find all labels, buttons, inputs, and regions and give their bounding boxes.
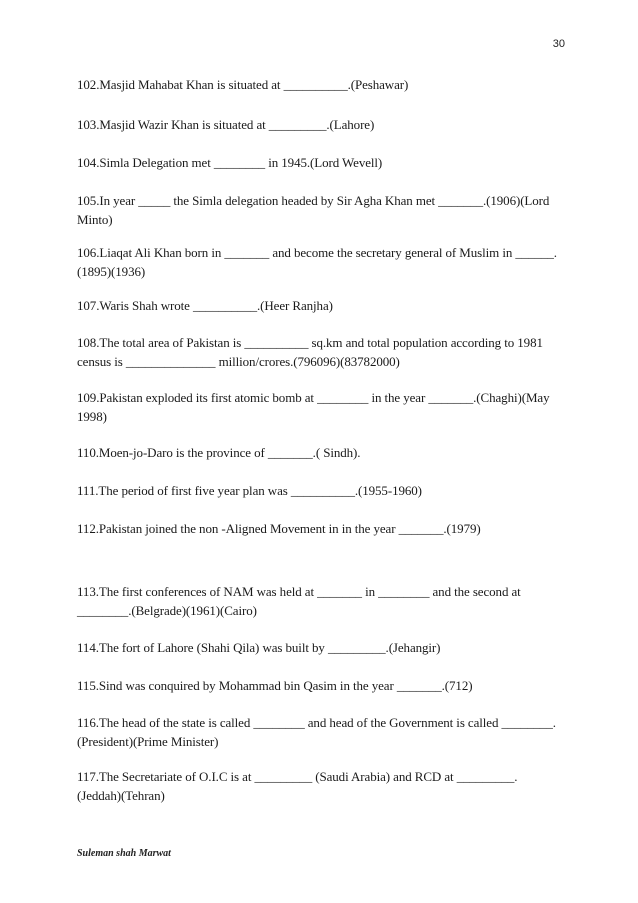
question-112: 112.Pakistan joined the non -Aligned Movement in in the year _______.(1979) xyxy=(77,521,481,536)
question-107: 107.Waris Shah wrote __________.(Heer Ranjha) xyxy=(77,298,333,313)
question-113: 113.The first conferences of NAM was held at _______ in ________ and the second at ________.(Belgrade)(1961)(Cairo) xyxy=(77,584,521,618)
question-111: 111.The period of first five year plan was __________.(1955-1960) xyxy=(77,483,422,498)
question-109: 109.Pakistan exploded its first atomic bomb at ________ in the year _______.(Chaghi)(May 1998) xyxy=(77,390,550,424)
page-number: 30 xyxy=(552,38,565,50)
footer-signature: Suleman shah Marwat xyxy=(77,848,171,859)
question-116: 116.The head of the state is called ________ and head of the Government is called ________.(President)(Prime Minister) xyxy=(77,715,556,749)
question-115: 115.Sind was conquired by Mohammad bin Qasim in the year _______.(712) xyxy=(77,678,473,693)
question-102: 102.Masjid Mahabat Khan is situated at __________.(Peshawar) xyxy=(77,77,409,92)
question-114: 114.The fort of Lahore (Shahi Qila) was built by _________.(Jehangir) xyxy=(77,640,441,655)
question-106: 106.Liaqat Ali Khan born in _______ and become the secretary general of Muslim in ______.(1895)(1936) xyxy=(77,245,557,279)
question-105: 105.In year _____ the Simla delegation headed by Sir Agha Khan met _______.(1906)(Lord Minto) xyxy=(77,193,550,227)
question-104: 104.Simla Delegation met ________ in 1945.(Lord Wevell) xyxy=(77,155,383,170)
question-108: 108.The total area of Pakistan is __________ sq.km and total population according to 1981 census is ______________ million/crores.(796096)(83782000) xyxy=(77,335,543,369)
question-110: 110.Moen-jo-Daro is the province of _______.( Sindh). xyxy=(77,445,361,460)
question-117: 117.The Secretariate of O.I.C is at _________ (Saudi Arabia) and RCD at _________.(Jeddah)(Tehran) xyxy=(77,769,518,803)
question-103: 103.Masjid Wazir Khan is situated at _________.(Lahore) xyxy=(77,117,375,132)
